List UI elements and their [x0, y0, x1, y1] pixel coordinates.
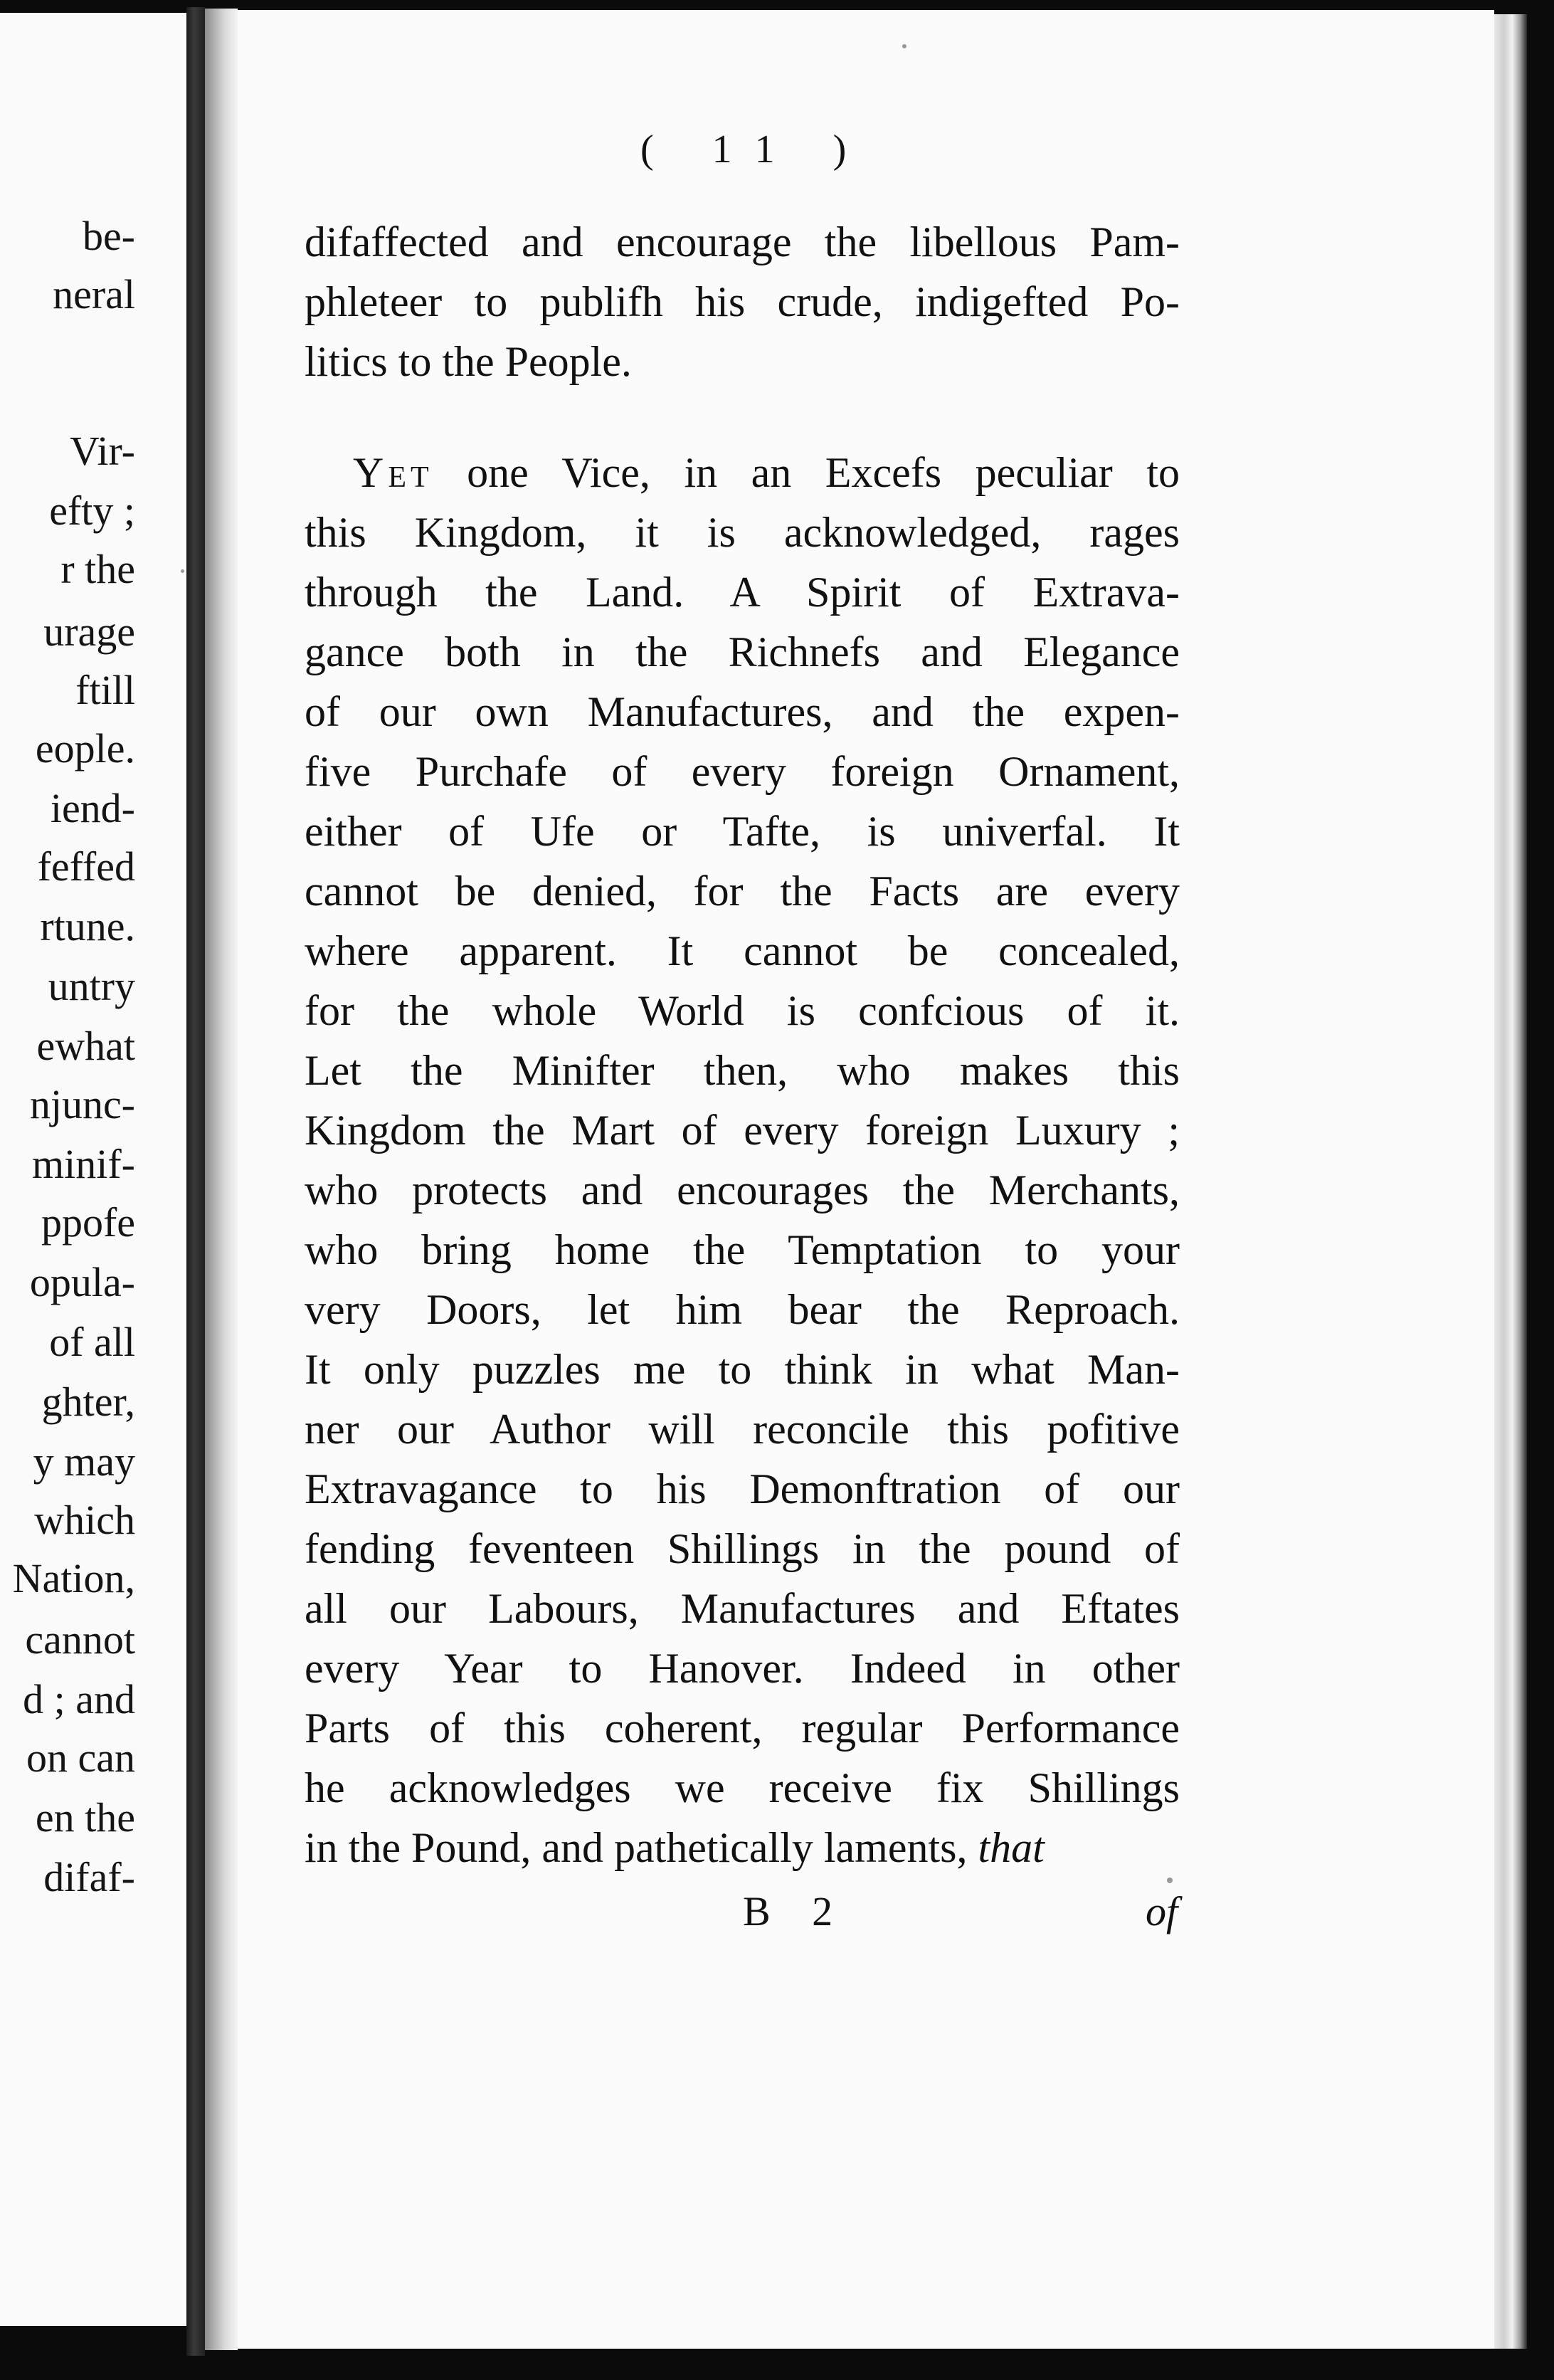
text-line: for the whole World is confcious of it. [305, 987, 1180, 1034]
previous-page-text-fragment: en the [35, 1794, 135, 1841]
text-line: every Year to Hanover. Indeed in other [305, 1645, 1180, 1692]
text-line: very Doors, let him bear the Reproach. [305, 1286, 1180, 1333]
text-line: Kingdom the Mart of every foreign Luxury ; [305, 1107, 1180, 1154]
text-line: through the Land. A Spirit of Extrava- [305, 569, 1180, 616]
text-line: this Kingdom, it is acknowledged, rages [305, 509, 1180, 556]
text-line: of our own Manufactures, and the expen- [305, 688, 1180, 735]
previous-page-text-fragment: of all [49, 1319, 135, 1365]
previous-page-text-fragment: njunc- [29, 1081, 135, 1127]
previous-page-text-fragment: neral [53, 271, 135, 317]
text-line: difaffected and encourage the libellous Pam- [305, 218, 1180, 265]
gutter-shadow [205, 9, 238, 2350]
previous-page-text-fragment: untry [48, 963, 135, 1009]
text-line: five Purchafe of every foreign Ornament, [305, 748, 1180, 795]
text-line: where apparent. It cannot be concealed, [305, 927, 1180, 974]
page-number-header: ( 11 ) [640, 127, 871, 172]
text-line: Extravagance to his Demonftration of our [305, 1465, 1180, 1512]
text-line: all our Labours, Manufactures and Eftates [305, 1585, 1180, 1632]
text-line: who bring home the Temptation to your [305, 1226, 1180, 1273]
text-line: phleteer to publifh his crude, indigefted Po- [305, 278, 1180, 325]
page-edge [1494, 14, 1527, 2349]
italic-word: that [978, 1824, 1045, 1871]
text-line: he acknowledges we receive fix Shillings [305, 1764, 1180, 1811]
previous-page-text-fragment: iend- [50, 785, 135, 831]
previous-page-text-fragment: efty ; [49, 488, 135, 534]
catchword: of [1146, 1888, 1178, 1934]
previous-page-text-fragment: Nation, [12, 1555, 135, 1601]
text-line: gance both in the Richnefs and Elegance [305, 628, 1180, 675]
paper-speck [181, 569, 184, 573]
previous-page-text-fragment: eople. [35, 725, 135, 772]
previous-page-text-fragment: ppofe [41, 1199, 135, 1246]
previous-page-text-fragment: ghter, [41, 1379, 135, 1425]
previous-page-text-fragment: on can [26, 1734, 135, 1781]
text-span: one Vice, in an Excefs peculiar to [467, 449, 1180, 496]
text-line: litics to the People. [305, 338, 632, 385]
text-line: either of Ufe or Tafte, is univerfal. It [305, 808, 1180, 855]
text-line: cannot be denied, for the Facts are every [305, 868, 1180, 915]
previous-page-edge [0, 13, 186, 2326]
paper-speck [1167, 1878, 1173, 1883]
text-line: who protects and encourages the Merchants, [305, 1167, 1180, 1213]
previous-page-text-fragment: r the [60, 546, 135, 592]
previous-page-text-fragment: urage [43, 609, 135, 655]
previous-page-text-fragment: Vir- [70, 428, 135, 474]
previous-page-text-fragment: which [34, 1497, 135, 1543]
previous-page-text-fragment: ftill [75, 667, 135, 713]
previous-page-text-fragment: opula- [29, 1259, 135, 1305]
paper-speck [902, 44, 906, 48]
text-line: ner our Author will reconcile this pofitive [305, 1406, 1180, 1453]
text-span: in the Pound, and pathetically laments, [305, 1824, 968, 1871]
text-line: fending feventeen Shillings in the pound of [305, 1525, 1180, 1572]
previous-page-text-fragment: ewhat [36, 1023, 135, 1069]
previous-page-text-fragment: d ; and [23, 1676, 135, 1722]
previous-page-text-fragment: y may [33, 1438, 135, 1485]
text-line: Let the Minifter then, who makes this [305, 1047, 1180, 1094]
signature-mark: B 2 [743, 1888, 849, 1934]
previous-page-text-fragment: minif- [32, 1141, 135, 1187]
book-gutter [186, 7, 205, 2356]
previous-page-text-fragment: feffed [37, 843, 135, 890]
previous-page-text-fragment: rtune. [40, 903, 135, 949]
previous-page-text-fragment: difaf- [43, 1854, 135, 1900]
previous-page-text-fragment: cannot [25, 1616, 135, 1663]
previous-page-text-fragment: be- [82, 213, 135, 259]
text-line [353, 443, 1180, 502]
drop-word: Yet [353, 449, 433, 496]
text-line: It only puzzles me to think in what Man- [305, 1346, 1180, 1393]
text-line: Parts of this coherent, regular Performance [305, 1705, 1180, 1752]
text-line [305, 1818, 1180, 1878]
